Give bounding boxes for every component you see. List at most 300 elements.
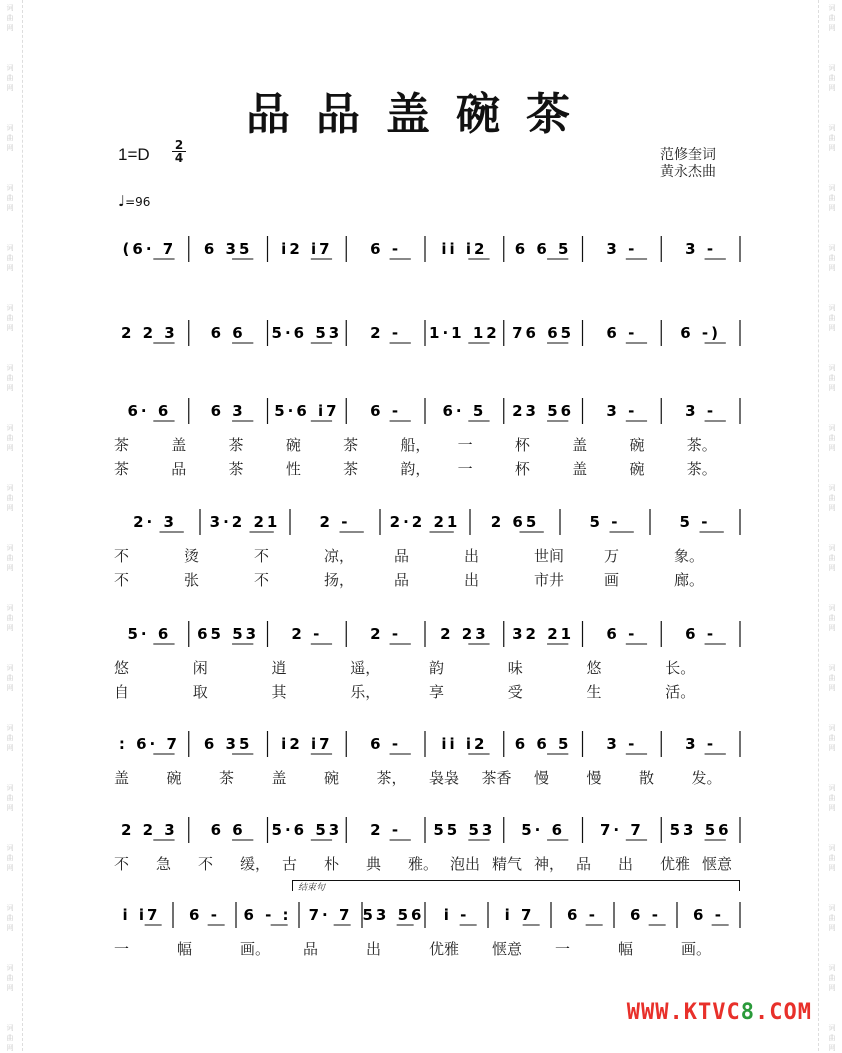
notation-line-4	[110, 505, 740, 535]
lyric-word: 茶。	[686, 460, 717, 478]
lyric-word: 享	[429, 683, 445, 701]
watermark-char: 词	[6, 304, 14, 312]
lyric-word: 画	[604, 571, 620, 589]
lyric-word: 不	[114, 855, 130, 873]
lyric-word: 自	[114, 683, 130, 701]
lyric-word: 其	[271, 683, 287, 701]
right-border-line	[818, 0, 819, 1051]
lyric-word: 茶	[343, 436, 359, 454]
lyric-word: 雅。	[408, 855, 439, 873]
measure-notes: 2 -	[319, 513, 351, 531]
measure-notes: ii i2	[441, 240, 488, 258]
lyric-word: 杯	[514, 436, 530, 454]
watermark-char: 网	[828, 264, 836, 272]
lyric-word: 受	[507, 683, 523, 701]
lyric-word: 杯	[514, 460, 530, 478]
lyric-word: 象。	[674, 547, 705, 565]
lyric-word: 一	[114, 940, 130, 958]
logo-text-part2: 8	[740, 1000, 756, 1025]
watermark-char: 网	[6, 444, 14, 452]
lyric-row-8-1	[110, 938, 740, 958]
lyric-word: 茶	[228, 460, 244, 478]
measure-notes: 2 -	[370, 324, 402, 342]
lyric-row-6-1	[110, 767, 740, 787]
measure-notes: 3 -	[606, 402, 638, 420]
notation-line-6	[110, 727, 740, 757]
lyric-row-5-2	[110, 681, 740, 701]
watermark-char: 词	[828, 364, 836, 372]
watermark-char: 曲	[6, 14, 14, 22]
lyric-word: 画。	[681, 940, 712, 958]
measure-notes: i2 i7	[281, 240, 333, 258]
lyric-word: 惬意	[492, 940, 523, 958]
lyric-word: 悠	[114, 659, 130, 677]
lyric-word: 韵	[429, 659, 445, 677]
watermark-char: 网	[828, 624, 836, 632]
watermark-char: 词	[828, 904, 836, 912]
watermark-char: 曲	[6, 674, 14, 682]
measure-notes: 2· 3	[133, 513, 177, 531]
lyric-word: 缓，	[240, 855, 271, 873]
lyric-word: 一	[555, 940, 571, 958]
watermark-char: 网	[6, 384, 14, 392]
tempo-value: =96	[125, 195, 151, 209]
measure-notes: 6 -)	[680, 324, 721, 342]
measure-notes: 53 56	[669, 821, 732, 839]
measure-notes: 2 2 3	[120, 821, 178, 839]
measure-notes: 5·6 53	[271, 324, 343, 342]
watermark-char: 曲	[828, 734, 836, 742]
watermark-char: 曲	[828, 134, 836, 142]
lyric-word: 朴	[324, 855, 340, 873]
watermark-char: 网	[828, 924, 836, 932]
lyric-row-4-1	[110, 545, 740, 565]
watermark-char: 词	[828, 184, 836, 192]
watermark-char: 网	[828, 804, 836, 812]
watermark-char: 曲	[828, 674, 836, 682]
measure-notes: 2 -	[370, 821, 402, 839]
notation-line-1	[110, 232, 740, 262]
measure-notes: 32 21	[512, 625, 575, 643]
lyric-word: 典	[366, 855, 382, 873]
lyric-word: 发。	[691, 769, 722, 787]
watermark-char: 词	[828, 304, 836, 312]
notation-staff	[110, 813, 740, 843]
lyric-word: 茶	[114, 436, 130, 454]
watermark-char: 网	[6, 1044, 14, 1052]
watermark-char: 曲	[828, 974, 836, 982]
lyric-word: 茶	[343, 460, 359, 478]
watermark-char: 网	[6, 24, 14, 32]
watermark-char: 网	[6, 984, 14, 992]
measure-notes: 76 65	[512, 324, 575, 342]
measure-notes: 6 -	[685, 625, 717, 643]
lyric-word: 慢	[534, 769, 550, 787]
watermark-char: 词	[828, 484, 836, 492]
watermark-char: 网	[828, 204, 836, 212]
measure-notes: 3 -	[685, 402, 717, 420]
measure-notes: 1·1 12	[429, 324, 500, 342]
watermark-char: 曲	[828, 1034, 836, 1042]
watermark-char: 词	[828, 784, 836, 792]
lyric-word: 万	[604, 547, 620, 565]
watermark-char: 曲	[828, 914, 836, 922]
lyric-word: 张	[184, 571, 200, 589]
lyric-word: 品	[171, 460, 187, 478]
lyric-word: 碗	[324, 769, 340, 787]
watermark-char: 网	[6, 264, 14, 272]
right-watermark-column	[824, 0, 840, 1051]
watermark-char: 词	[828, 964, 836, 972]
watermark-char: 网	[828, 324, 836, 332]
measure-notes: i i7	[122, 906, 161, 924]
measure-notes: 5 -	[589, 513, 621, 531]
measure-notes: 7· 7	[308, 906, 353, 924]
lyric-word: 出	[464, 547, 480, 565]
watermark-char: 词	[6, 1024, 14, 1032]
lyric-word: 碗	[629, 460, 645, 478]
lyric-row-5-1	[110, 657, 740, 677]
measure-notes: 3·2 21	[209, 513, 281, 531]
watermark-char: 曲	[6, 794, 14, 802]
notation-staff	[110, 505, 740, 535]
lyric-word: 幅	[618, 940, 634, 958]
measure-notes: 6· 6	[127, 402, 172, 420]
watermark-char: 曲	[6, 1034, 14, 1042]
watermark-char: 网	[828, 84, 836, 92]
lyric-word: 韵，	[400, 460, 431, 478]
lyric-word: 遥，	[350, 659, 381, 677]
watermark-char: 词	[828, 124, 836, 132]
watermark-char: 曲	[6, 554, 14, 562]
watermark-char: 曲	[6, 854, 14, 862]
lyric-word: 茶	[114, 460, 130, 478]
watermark-char: 网	[6, 504, 14, 512]
watermark-char: 网	[6, 84, 14, 92]
measure-notes: 55 53	[433, 821, 496, 839]
lyric-word: 出	[464, 571, 480, 589]
lyric-word: 味	[507, 659, 523, 677]
measure-notes: 23 56	[512, 402, 575, 420]
measure-notes: i 7	[504, 906, 535, 924]
lyric-word: 幅	[177, 940, 193, 958]
watermark-char: 网	[828, 744, 836, 752]
watermark-char: 网	[828, 564, 836, 572]
notation-staff	[110, 394, 740, 424]
measure-notes: 5· 6	[127, 625, 172, 643]
lyric-word: 茶	[219, 769, 235, 787]
watermark-char: 网	[6, 204, 14, 212]
lyric-word: 一	[457, 436, 473, 454]
time-signature-top: 2	[174, 138, 184, 152]
measure-notes: 6 -	[693, 906, 724, 924]
watermark-char: 词	[6, 904, 14, 912]
lyric-word: 市井	[534, 571, 565, 589]
lyric-word: 出	[366, 940, 382, 958]
logo-text-part3: .COM	[755, 1000, 812, 1025]
watermark-char: 曲	[6, 494, 14, 502]
left-watermark-column	[2, 0, 18, 1051]
measure-notes: 53 56	[362, 906, 425, 924]
measure-notes: 5·6 i7	[274, 402, 340, 420]
lyric-word: 盖	[271, 769, 287, 787]
lyric-word: 茶，	[376, 769, 407, 787]
measure-notes: 5 -	[679, 513, 711, 531]
watermark-char: 网	[6, 924, 14, 932]
measure-notes: i2 i7	[281, 735, 333, 753]
watermark-char: 词	[6, 724, 14, 732]
watermark-char: 曲	[828, 74, 836, 82]
lyric-word: 悠	[586, 659, 602, 677]
watermark-char: 曲	[6, 254, 14, 262]
watermark-char: 曲	[6, 314, 14, 322]
measure-notes: 6 -	[630, 906, 661, 924]
measure-notes: 6 -	[567, 906, 598, 924]
watermark-char: 曲	[828, 374, 836, 382]
watermark-char: 曲	[6, 134, 14, 142]
watermark-char: 词	[828, 724, 836, 732]
time-signature-bottom: 4	[172, 151, 186, 164]
watermark-char: 词	[6, 364, 14, 372]
lyric-word: 品	[303, 940, 319, 958]
lyric-word: 一	[457, 460, 473, 478]
watermark-char: 曲	[6, 734, 14, 742]
watermark-char: 词	[828, 1024, 836, 1032]
measure-notes: : 6· 7	[118, 735, 180, 753]
measure-notes: 6 6	[210, 821, 246, 839]
watermark-char: 曲	[6, 74, 14, 82]
lyric-word: 取	[192, 683, 208, 701]
watermark-char: 词	[6, 604, 14, 612]
notation-staff	[110, 898, 740, 928]
measure-notes: 3 -	[606, 735, 638, 753]
lyric-word: 品	[394, 547, 410, 565]
measure-notes: 6 6 5	[514, 735, 572, 753]
lyric-word: 神，	[534, 855, 565, 873]
watermark-char: 词	[828, 844, 836, 852]
watermark-char: 词	[828, 4, 836, 12]
lyric-row-3-1	[110, 434, 740, 454]
lyric-word: 品	[576, 855, 592, 873]
watermark-char: 词	[6, 484, 14, 492]
watermark-char: 网	[6, 324, 14, 332]
key-signature: 1=D	[118, 145, 150, 164]
lyric-word: 船，	[400, 436, 431, 454]
watermark-char: 词	[6, 184, 14, 192]
left-border-line	[22, 0, 23, 1051]
measure-notes: i -	[443, 906, 470, 924]
watermark-char: 曲	[828, 194, 836, 202]
notation-staff	[110, 617, 740, 647]
time-signature	[172, 139, 186, 164]
site-logo	[627, 1000, 812, 1025]
lyric-word: 闲	[192, 659, 208, 677]
lyric-word: 优雅	[660, 855, 691, 873]
watermark-char: 曲	[828, 314, 836, 322]
notation-line-7	[110, 813, 740, 843]
measure-notes: 6 -	[370, 240, 402, 258]
measure-notes: (6· 7	[122, 240, 177, 258]
lyricist-credit: 范修奎词	[660, 147, 716, 163]
lyric-word: 凉，	[324, 547, 355, 565]
watermark-char: 曲	[6, 194, 14, 202]
notation-line-8	[110, 898, 740, 928]
measure-notes: 6 -	[189, 906, 220, 924]
watermark-char: 曲	[828, 794, 836, 802]
measure-notes: 6 3	[210, 402, 246, 420]
watermark-char: 曲	[828, 14, 836, 22]
lyric-word: 盖	[114, 769, 130, 787]
watermark-char: 曲	[828, 254, 836, 262]
measure-notes: 6 -	[606, 625, 638, 643]
measure-notes: 7· 7	[599, 821, 644, 839]
lyric-word: 性	[285, 460, 301, 478]
lyric-word: 乐，	[350, 683, 381, 701]
lyric-word: 品	[394, 571, 410, 589]
measure-notes: 6 6	[210, 324, 246, 342]
watermark-char: 网	[6, 624, 14, 632]
lyric-word: 惬意	[702, 855, 733, 873]
watermark-char: 词	[828, 424, 836, 432]
watermark-char: 网	[6, 564, 14, 572]
notation-staff	[110, 316, 740, 346]
lyric-word: 慢	[586, 769, 602, 787]
watermark-char: 曲	[828, 614, 836, 622]
watermark-char: 网	[828, 1044, 836, 1052]
lyric-word: 泡出	[450, 855, 481, 873]
watermark-char: 网	[6, 864, 14, 872]
measure-notes: 65 53	[197, 625, 260, 643]
notation-line-3	[110, 394, 740, 424]
watermark-char: 词	[6, 244, 14, 252]
watermark-char: 词	[6, 64, 14, 72]
lyric-word: 古	[282, 855, 298, 873]
lyric-word: 茶香	[481, 769, 512, 787]
watermark-char: 网	[6, 684, 14, 692]
measure-notes: 6 -	[606, 324, 638, 342]
measure-notes: 2 -	[370, 625, 402, 643]
watermark-char: 网	[828, 684, 836, 692]
watermark-char: 词	[828, 64, 836, 72]
measure-notes: 6 35	[203, 240, 253, 258]
notation-staff	[110, 232, 740, 262]
lyric-word: 烫	[184, 547, 200, 565]
watermark-char: 曲	[828, 554, 836, 562]
watermark-char: 网	[828, 504, 836, 512]
watermark-char: 词	[6, 844, 14, 852]
watermark-char: 词	[828, 604, 836, 612]
measure-notes: ii i2	[441, 735, 488, 753]
measure-notes: 3 -	[685, 735, 717, 753]
watermark-char: 词	[6, 784, 14, 792]
watermark-char: 词	[6, 544, 14, 552]
lyric-word: 盖	[171, 436, 187, 454]
watermark-char: 网	[828, 384, 836, 392]
lyric-word: 长。	[665, 659, 696, 677]
lyric-word: 扬，	[324, 571, 355, 589]
watermark-char: 网	[828, 144, 836, 152]
quarter-note-icon: ♩	[118, 192, 126, 210]
lyric-word: 散	[639, 769, 655, 787]
measure-notes: 6 - :	[243, 906, 292, 924]
measure-notes: 6 -	[370, 402, 402, 420]
watermark-char: 曲	[6, 914, 14, 922]
lyric-word: 不	[254, 571, 270, 589]
tempo-marking	[118, 192, 150, 210]
measure-notes: 2 23	[440, 625, 489, 643]
lyric-word: 不	[198, 855, 214, 873]
measure-notes: 3 -	[606, 240, 638, 258]
lyric-word: 廊。	[674, 571, 705, 589]
composer-credit: 黄永杰曲	[660, 164, 716, 180]
lyric-word: 茶	[228, 436, 244, 454]
watermark-char: 词	[828, 244, 836, 252]
measure-notes: 6· 5	[442, 402, 487, 420]
measure-notes: 6 6 5	[514, 240, 572, 258]
measure-notes: 2 65	[490, 513, 540, 531]
watermark-char: 网	[828, 864, 836, 872]
watermark-char: 词	[828, 664, 836, 672]
watermark-char: 曲	[6, 374, 14, 382]
lyric-word: 碗	[166, 769, 182, 787]
lyric-word: 优雅	[429, 940, 460, 958]
watermark-char: 网	[828, 984, 836, 992]
lyric-row-4-2	[110, 569, 740, 589]
ending-label: 结束句	[298, 883, 326, 893]
lyric-word: 精气	[492, 855, 523, 873]
lyric-row-3-2	[110, 458, 740, 478]
watermark-char: 曲	[6, 974, 14, 982]
notation-line-2	[110, 316, 740, 346]
logo-text-part1: WWW.KTVC	[626, 1000, 741, 1025]
watermark-char: 曲	[6, 614, 14, 622]
lyric-word: 活。	[665, 683, 696, 701]
watermark-char: 词	[6, 664, 14, 672]
notation-line-5	[110, 617, 740, 647]
watermark-char: 网	[828, 24, 836, 32]
watermark-char: 曲	[6, 434, 14, 442]
watermark-char: 网	[828, 444, 836, 452]
lyric-word: 茶。	[686, 436, 717, 454]
lyric-word: 盖	[572, 460, 588, 478]
measure-notes: 2·2 21	[389, 513, 461, 531]
watermark-char: 网	[6, 804, 14, 812]
lyric-word: 不	[254, 547, 270, 565]
watermark-char: 词	[6, 124, 14, 132]
measure-notes: 2 -	[291, 625, 323, 643]
watermark-char: 网	[6, 744, 14, 752]
watermark-char: 曲	[828, 494, 836, 502]
watermark-char: 词	[828, 544, 836, 552]
lyric-word: 出	[618, 855, 634, 873]
watermark-char: 曲	[828, 434, 836, 442]
notation-staff	[110, 727, 740, 757]
ending-bracket	[292, 880, 740, 891]
measure-notes: 5·6 53	[271, 821, 343, 839]
watermark-char: 曲	[828, 854, 836, 862]
lyric-word: 世间	[534, 547, 565, 565]
lyric-word: 盖	[572, 436, 588, 454]
lyric-row-7-1	[110, 853, 740, 873]
lyric-word: 碗	[285, 436, 301, 454]
watermark-char: 词	[6, 4, 14, 12]
lyric-word: 袅袅	[429, 769, 460, 787]
watermark-char: 网	[6, 144, 14, 152]
watermark-char: 词	[6, 424, 14, 432]
lyric-word: 生	[586, 683, 602, 701]
measure-notes: 2 2 3	[120, 324, 178, 342]
measure-notes: 5· 6	[521, 821, 566, 839]
